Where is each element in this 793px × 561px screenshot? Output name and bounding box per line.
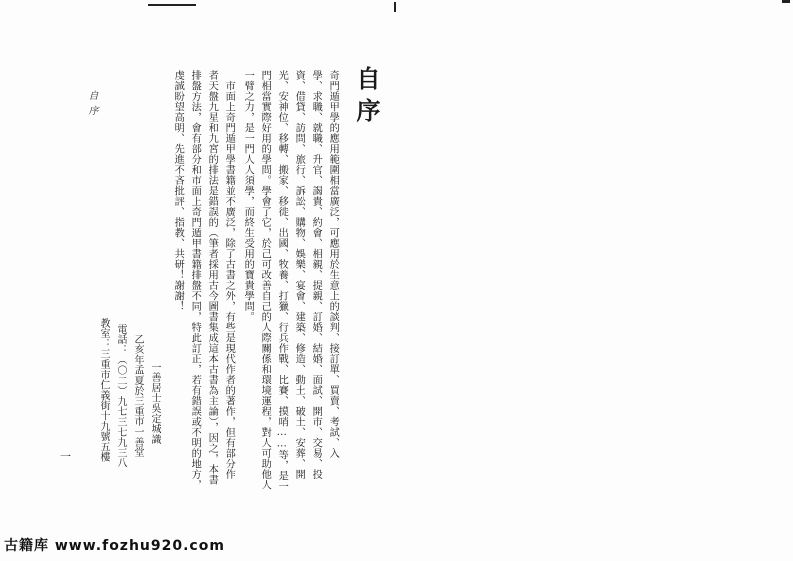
date-place-line: 乙亥年孟夏於三重市一善堂 — [132, 334, 143, 458]
classroom-address-line: 教室：三重市仁義街十九號五樓 — [98, 318, 109, 463]
body-column-6: 一臂之力，是一門人人須學，而終生受用的寶貴學問。 — [242, 70, 254, 322]
page-title: 自序 — [352, 66, 381, 130]
scan-edge-mark-corner — [782, 0, 790, 3]
body-column-2: 學、求職、就職、升官、謁貴、約會、相親、提親、訂婚、結婚、面試、開市、交易、投 — [310, 70, 322, 480]
author-signature: 一善居士吳定城識 — [149, 362, 160, 445]
site-watermark: 古籍库 www.fozhu920.com — [4, 538, 225, 554]
body-column-10: 虔誠盼望高明、先進不吝批評、指教、共研！謝謝！ — [172, 70, 184, 312]
scan-edge-mark-top-right — [394, 2, 396, 12]
phone-line: 電話：（〇二）九七三七九三八 — [115, 324, 126, 469]
scan-edge-mark-top — [148, 4, 196, 6]
running-header: 自序 — [86, 90, 97, 120]
body-column-4: 光、安神位、移轉、搬家、移徙、出國、牧養、打獵、行兵作戰、比賽、摸哨……等，是一 — [276, 70, 288, 492]
body-column-8: 者天盤九星和九宮的排法是錯誤的（筆者採用古今圖書集成這本古書為主論），因之，本書 — [206, 70, 218, 485]
body-column-9: 排盤方法，會有部分和市面上奇門遁甲書籍排盤不同，特此訂正，若有錯誤或不明的地方， — [189, 70, 201, 490]
body-column-5: 門相當實際好用的學問。學會了它，於己可改善自己的人際關係和環境運程，對人可助他人 — [259, 70, 271, 490]
body-column-3: 資、借貸、訪問、旅行、訴訟、購物、娛樂、宴會、建築、修造、動土、破土、安葬、開 — [293, 70, 305, 480]
body-column-7: 市面上奇門遁甲學書籍並不廣泛，除了古書之外，有些是現代作者的著作，但有部分作 — [223, 70, 235, 480]
body-column-1: 奇門遁甲學的應用範圍相當廣泛，可應用於生意上的談判、接訂單、買賣、考試、入 — [327, 70, 339, 459]
page-number: 一 — [60, 450, 71, 463]
